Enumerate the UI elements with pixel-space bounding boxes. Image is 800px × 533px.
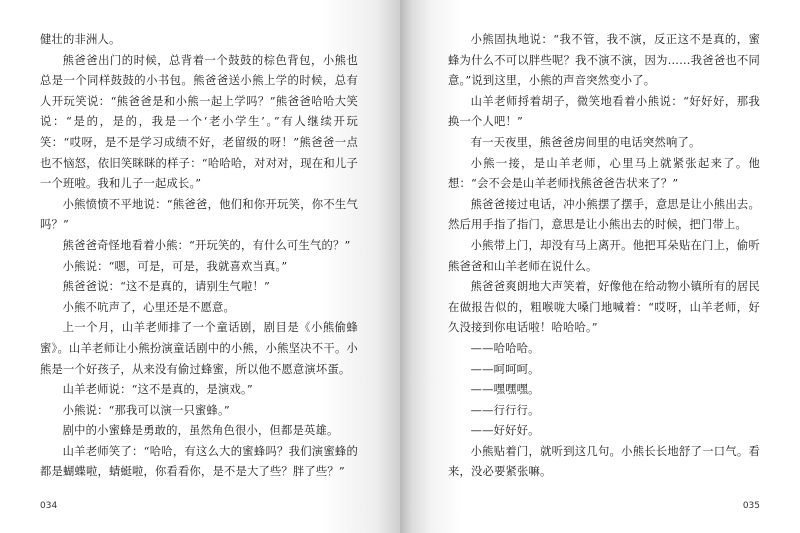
paragraph: 山羊老师说：“这不是真的，是演戏。”	[62, 383, 253, 397]
paragraph: 熊爸爸说：“这不是真的，请别生气啦！”	[62, 280, 270, 294]
paragraph: 小熊一接，是山羊老师，心里马上就紧张起来了。他想：“会不会是山羊老师找熊爸爸告状来了？”	[448, 156, 760, 191]
paragraph: ——哈哈哈。	[470, 341, 540, 355]
right-page-body	[448, 30, 760, 483]
left-page-number: 034	[40, 501, 58, 511]
paragraph: 熊爸爸爽朗地大声笑着，好像他在给动物小镇所有的居民在做报告似的，粗喉咙大嗓门地喊着：“哎呀，山羊老师，好久没接到你电话啦！哈哈哈。”	[448, 280, 760, 335]
paragraph: 小熊愤愤不平地说：“熊爸爸，他们和你开玩笑，你不生气吗？”	[40, 197, 358, 232]
paragraph: 熊爸爸出门的时候，总背着一个鼓鼓的棕色背包，小熊也总是一个同样鼓鼓的小书包。熊爸爸送小熊上学的时候，总有人开玩笑说：“熊爸爸是和小熊一起上学吗？”熊爸爸哈哈大笑说：“是的，是的，我是一个‘老小学生’。”有人继续开玩笑：“哎呀，是不是学习成绩不好，老留级的呀！”熊爸爸一点也不恼怒，依旧笑眯眯的样子：“哈哈哈，对对对，现在和儿子一个班啦。我和儿子一起成长。”	[40, 53, 358, 191]
paragraph: 熊爸爸接过电话，冲小熊摆了摆手，意思是让小熊出去。然后用手指了指门，意思是让小熊出去的时候，把门带上。	[448, 197, 760, 232]
paragraph: ——行行行。	[470, 403, 540, 417]
paragraph: ——好好好。	[470, 424, 540, 438]
paragraph: 熊爸爸奇怪地看着小熊：“开玩笑的，有什么可生气的？”	[62, 238, 351, 252]
right-page-number: 035	[742, 501, 760, 511]
paragraph: 山羊老师笑了：“哈哈，有这么大的蜜蜂吗？我们演蜜蜂的都是蝴蝶啦，蜻蜓啦，你看看你，是不是大了些？胖了些？”	[40, 444, 358, 479]
left-page-body	[40, 30, 358, 483]
paragraph: 剧中的小蜜蜂是勇敢的，虽然角色很小，但都是英雄。	[62, 424, 339, 438]
paragraph: 健壮的非洲人。	[40, 33, 121, 46]
paragraph: 小熊说：“嗯，可是，可是，我就喜欢当真。”	[62, 259, 288, 273]
paragraph: ——嘿嘿嘿。	[470, 383, 540, 397]
paragraph: 小熊说：“那我可以演一只蜜蜂。”	[62, 403, 230, 417]
paragraph: 小熊带上门，却没有马上离开。他把耳朵贴在门上，偷听熊爸爸和山羊老师在说什么。	[448, 238, 760, 273]
paragraph: ——呵呵呵。	[470, 362, 540, 376]
paragraph: 山羊老师捋着胡子，微笑地看着小熊说：“好好好，那我换一个人吧！”	[448, 94, 760, 129]
paragraph: 小熊贴着门，就听到这几句。小熊长长地舒了一口气。看来，没必要紧张嘛。	[448, 444, 760, 479]
paragraph: 小熊不吭声了，心里还是不愿意。	[62, 300, 236, 314]
right-page	[400, 0, 800, 533]
paragraph: 有一天夜里，熊爸爸房间里的电话突然响了。	[470, 135, 701, 149]
paragraph: 小熊固执地说：“我不管，我不演，反正这不是真的，蜜蜂为什么不可以胖些呢？我不演不演，因为……我爸爸也不同意。”说到这里，小熊的声音突然变小了。	[448, 33, 760, 88]
paragraph: 上一个月，山羊老师排了一个童话剧，剧目是《小熊偷蜂蜜》。山羊老师让小熊扮演童话剧中的小熊，小熊坚决不干。小熊是一个好孩子，从来没有偷过蜂蜜，所以他不愿意演坏蛋。	[40, 321, 358, 376]
